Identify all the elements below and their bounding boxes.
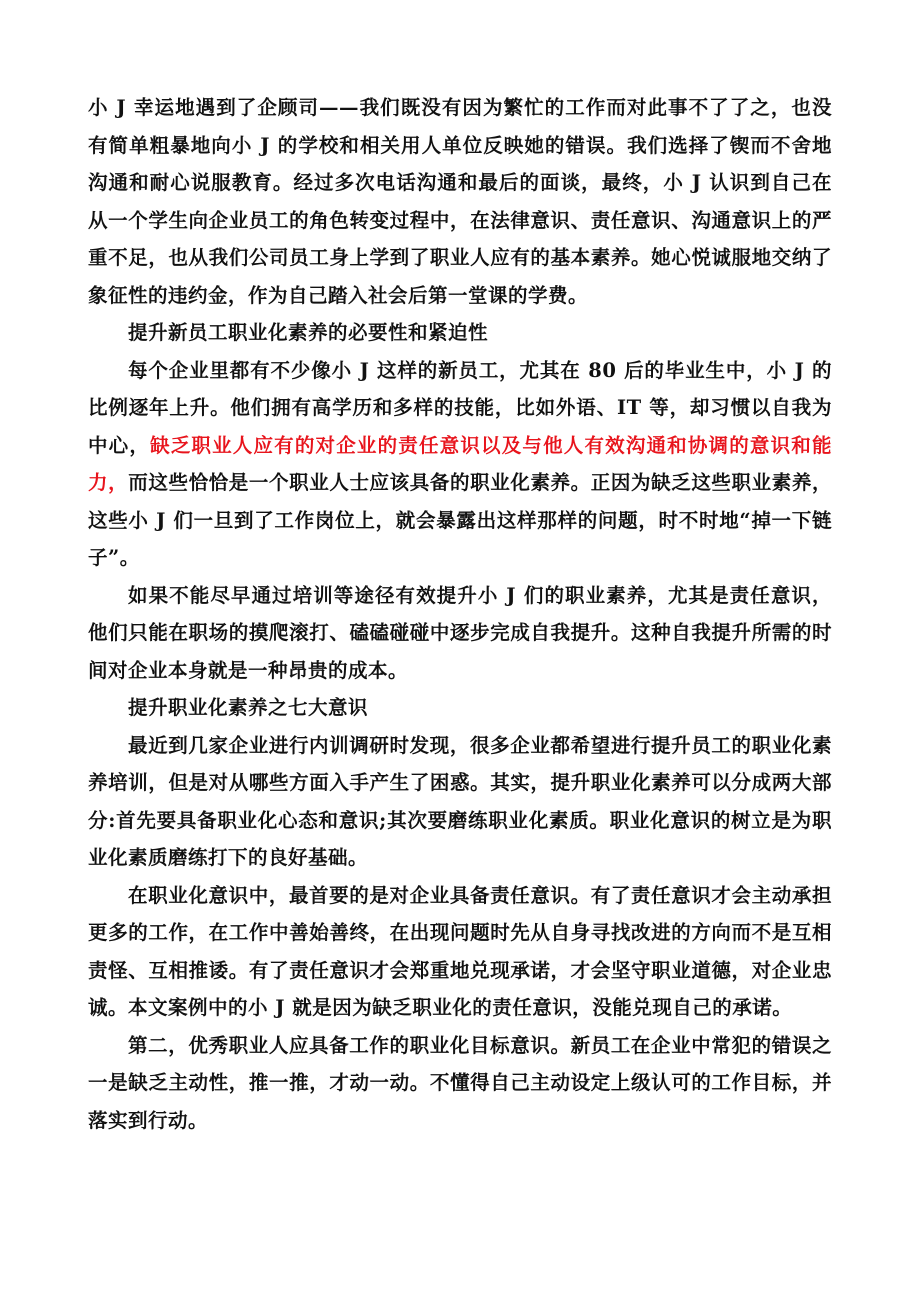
section-heading-seven-awareness: 提升职业化素养之七大意识 (128, 696, 369, 719)
document-body (88, 89, 832, 1139)
paragraph-goal-awareness: 第二，优秀职业人应具备工作的职业化目标意识。新员工在企业中常犯的错误之一是缺乏主动性，推一推，才动一动。不懂得自己主动设定上级认可的工作目标，并落实到行动。 (88, 1033, 832, 1132)
paragraph-research-findings: 最近到几家企业进行内训调研时发现，很多企业都希望进行提升员工的职业化素养培训，但是对从哪些方面入手产生了困惑。其实，提升职业化素养可以分成两大部分:首先要具备职业化心态和意识;其次要磨练职业化素质。职业化意识的树立是为职业化素质磨练打下的良好基础。 (88, 733, 832, 869)
paragraph-training-cost: 如果不能尽早通过培训等途径有效提升小 J 们的职业素养，尤其是责任意识，他们只能在职场的摸爬滚打、磕磕碰碰中逐步完成自我提升。这种自我提升所需的时间对企业本身就是一种昂贵的成本。 (88, 583, 832, 682)
highlighted-text: 缺乏职业人应有的对企业的责任意识以及与他人有效沟通和协调的意识和能力， (88, 433, 832, 494)
paragraph-new-employees (88, 352, 832, 577)
paragraph-text: 而这些恰恰是一个职业人士应该具备的职业化素养。正因为缺乏这些职业素养，这些小 J 们一旦到了工作岗位上，就会暴露出这样那样的问题，时不时地“掉一下链子”。 (88, 471, 832, 569)
paragraph-case-resolution: 小 J 幸运地遇到了企顾司——我们既没有因为繁忙的工作而对此事不了了之，也没有简单粗暴地向小 J 的学校和相关用人单位反映她的错误。我们选择了锲而不舍地沟通和耐心说服教育。经过多次电话沟通和最后的面谈，最终，小 J 认识到自己在从一个学生向企业员工的角色转变过程中，在法律意识、责任意识、沟通意识上的严重不足，也从我们公司员工身上学到了职业人应有的基本素养。她心悦诚服地交纳了象征性的违约金，作为自己踏入社会后第一堂课的学费。 (88, 96, 832, 307)
paragraph-responsibility-awareness: 在职业化意识中，最首要的是对企业具备责任意识。有了责任意识才会主动承担更多的工作，在工作中善始善终，在出现问题时先从自身寻找改进的方向而不是互相责怪、互相推诿。有了责任意识才会郑重地兑现承诺，才会坚守职业道德，对企业忠诚。本文案例中的小 J 就是因为缺乏职业化的责任意识，没能兑现自己的承诺。 (88, 883, 832, 1019)
paragraph-text: 每个企业里都有不少像小 J 这样的新员工，尤其在 80 后的毕业生中，小 J 的比例逐年上升。他们拥有高学历和多样的技能，比如外语、IT 等，却习惯以自我为中心， (88, 358, 832, 457)
section-heading-necessity: 提升新员工职业化素养的必要性和紧迫性 (128, 321, 489, 344)
